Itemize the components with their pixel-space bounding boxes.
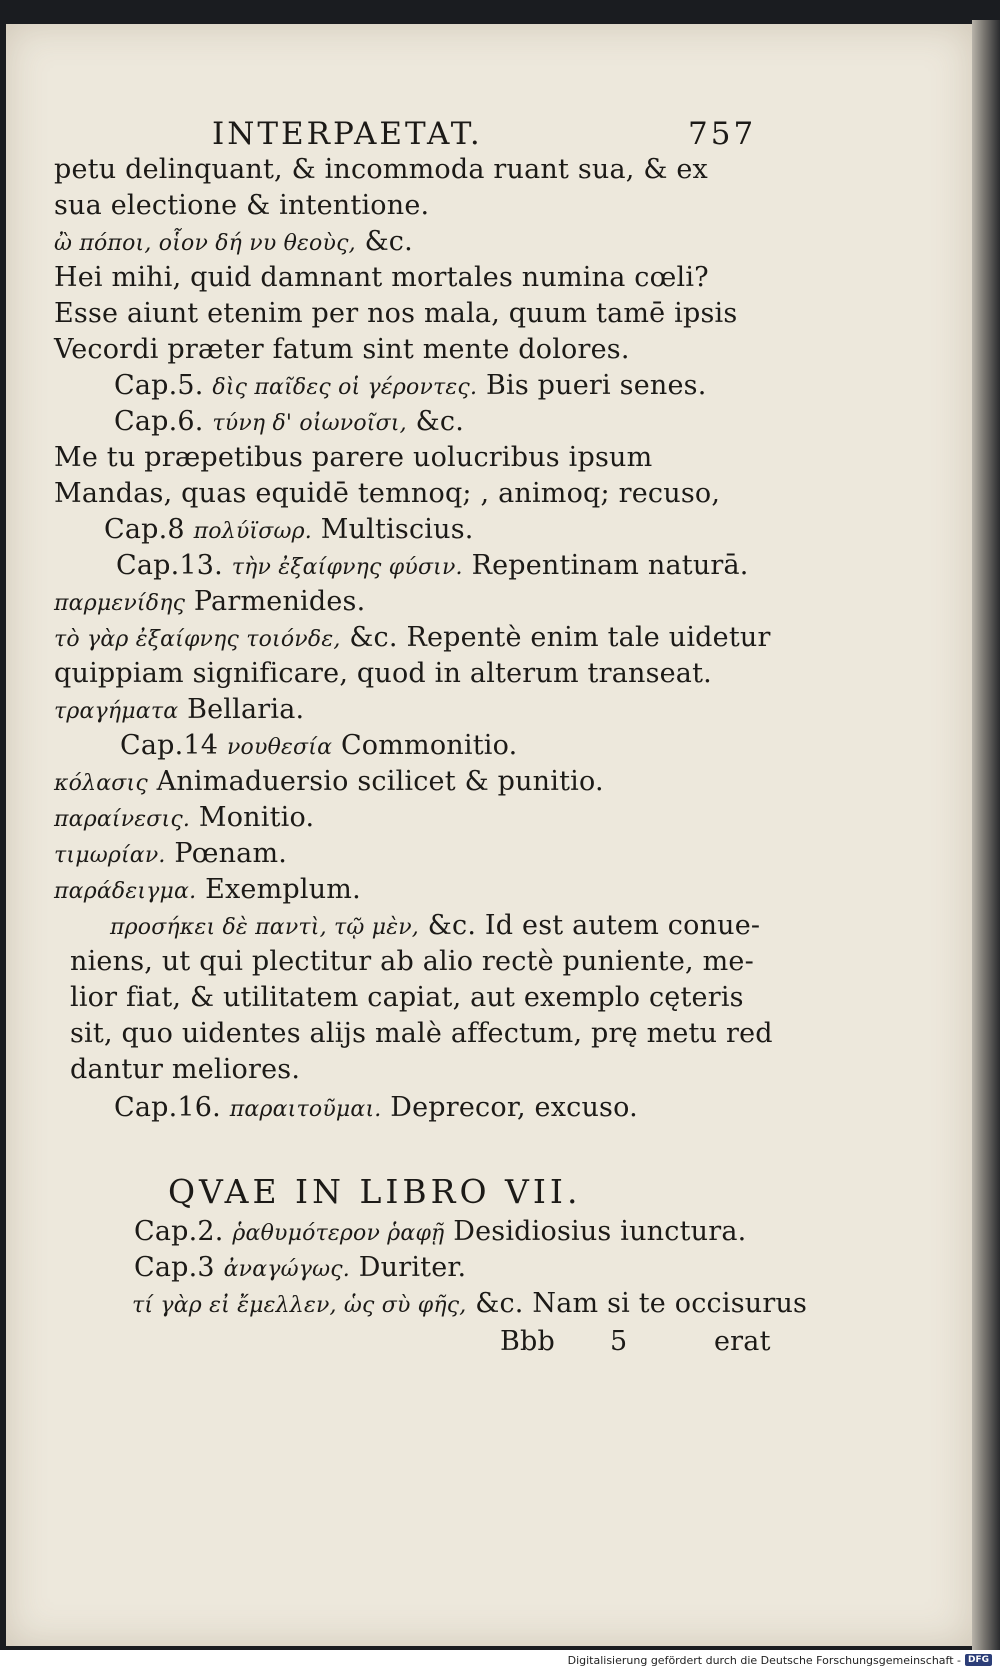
l2 bbox=[54, 190, 429, 221]
l17 bbox=[120, 730, 517, 761]
l20-text: Pœnam. bbox=[174, 838, 288, 869]
l27-text: Deprecor, excuso. bbox=[390, 1092, 638, 1123]
l21-greek: παράδειγμα. bbox=[54, 879, 197, 904]
catchword: erat bbox=[714, 1326, 771, 1357]
l13 bbox=[54, 586, 365, 617]
footer bbox=[568, 1652, 992, 1668]
l6 bbox=[54, 334, 630, 365]
l17-lead: Cap.14 bbox=[120, 730, 219, 761]
l14-greek: τὸ γὰρ ἐξαίφνης τοιόνδε, bbox=[54, 627, 341, 652]
signature-mark: Bbb bbox=[500, 1326, 556, 1357]
l26-text: dantur meliores. bbox=[70, 1054, 301, 1085]
l17-text: Commonitio. bbox=[340, 730, 518, 761]
l18 bbox=[54, 766, 604, 797]
l22-text: &c. Id est autem conue- bbox=[427, 910, 761, 941]
book-spine bbox=[972, 20, 1000, 1650]
l29-text: Desidiosius iunctura. bbox=[453, 1216, 747, 1247]
running-title: INTERPAETAT. bbox=[212, 116, 483, 152]
l16-text: Bellaria. bbox=[187, 694, 305, 725]
l13-text: Parmenides. bbox=[193, 586, 366, 617]
signature-number: 5 bbox=[610, 1326, 628, 1357]
l14-text: &c. Repentè enim tale uidetur bbox=[349, 622, 771, 653]
l8-text: &c. bbox=[415, 406, 465, 437]
l1-text: petu delinquant, & incommoda ruant sua, & ex bbox=[54, 154, 708, 185]
l21 bbox=[54, 874, 361, 905]
l29-lead: Cap.2. bbox=[134, 1216, 224, 1247]
l31-greek: τί γὰρ εἰ ἔμελλεν, ὡς σὺ φῆς, bbox=[132, 1293, 467, 1318]
l11 bbox=[104, 514, 474, 545]
l9 bbox=[54, 442, 652, 473]
footer-text: Digitalisierung gefördert durch die Deutsche Forschungsgemeinschaft - bbox=[567, 1653, 961, 1667]
l30-greek: ἀναγώγως. bbox=[223, 1257, 350, 1282]
l10-text: Mandas, quas equidē temnoq; , animoq; recuso, bbox=[54, 478, 721, 509]
l27 bbox=[114, 1092, 638, 1123]
l3 bbox=[54, 226, 413, 257]
l23 bbox=[70, 946, 754, 977]
l15-text: quippiam significare, quod in alterum transeat. bbox=[54, 658, 712, 689]
l19 bbox=[54, 802, 314, 833]
l25-text: sit, quo uidentes alijs malè affectum, prę metu red bbox=[70, 1018, 773, 1049]
l4 bbox=[54, 262, 709, 293]
dfg-logo-icon[interactable]: DFG bbox=[965, 1654, 992, 1666]
l6-text: Vecordi præter fatum sint mente dolores. bbox=[54, 334, 630, 365]
l5-text: Esse aiunt etenim per nos mala, quum tamē ipsis bbox=[54, 298, 738, 329]
l30-text: Duriter. bbox=[358, 1252, 467, 1283]
l22 bbox=[110, 910, 760, 941]
l29 bbox=[134, 1216, 746, 1247]
l21-text: Exemplum. bbox=[205, 874, 361, 905]
l19-greek: παραίνεσις. bbox=[54, 807, 191, 832]
page-number: 757 bbox=[688, 116, 757, 152]
l31-text: &c. Nam si te occisurus bbox=[475, 1288, 808, 1319]
l3-text: &c. bbox=[364, 226, 413, 257]
l1 bbox=[54, 154, 708, 185]
l20-greek: τιμωρίαν. bbox=[54, 843, 166, 868]
l10 bbox=[54, 478, 720, 509]
l18-greek: κόλασις bbox=[54, 771, 148, 796]
l7-lead: Cap.5. bbox=[114, 370, 204, 401]
l14 bbox=[54, 622, 771, 653]
l22-greek: προσήκει δὲ παντὶ, τῷ μὲν, bbox=[110, 915, 419, 940]
l24-text: lior fiat, & utilitatem capiat, aut exemplo cęteris bbox=[70, 982, 744, 1013]
l7-greek: δὶς παῖδες οἱ γέροντες. bbox=[212, 375, 478, 400]
l12-text: Repentinam naturā. bbox=[471, 550, 749, 581]
l11-greek: πολύϊσωρ. bbox=[193, 519, 312, 544]
l9-text: Me tu præpetibus parere uolucribus ipsum bbox=[54, 442, 653, 473]
l24 bbox=[70, 982, 744, 1013]
l7-text: Bis pueri senes. bbox=[485, 370, 707, 401]
l16 bbox=[54, 694, 304, 725]
l29-greek: ῥαθυμότερον ῥαφῇ bbox=[232, 1221, 445, 1246]
l18-text: Animaduersio scilicet & punitio. bbox=[156, 766, 604, 797]
l11-lead: Cap.8 bbox=[104, 514, 185, 545]
l8-greek: τύνη δ' οἰωνοῖσι, bbox=[212, 411, 407, 436]
l30 bbox=[134, 1252, 466, 1283]
l12-greek: τὴν ἐξαίφνης φύσιν. bbox=[231, 555, 463, 580]
l5 bbox=[54, 298, 737, 329]
l8 bbox=[114, 406, 464, 437]
l8-lead: Cap.6. bbox=[114, 406, 204, 437]
l15 bbox=[54, 658, 712, 689]
section-heading: QVAE IN LIBRO VII. bbox=[168, 1172, 582, 1211]
l23-text: niens, ut qui plectitur ab alio rectè puniente, me- bbox=[70, 946, 754, 977]
l27-greek: παραιτοῦμαι. bbox=[229, 1097, 382, 1122]
l12 bbox=[116, 550, 749, 581]
l25 bbox=[70, 1018, 773, 1049]
l31 bbox=[132, 1288, 807, 1319]
l19-text: Monitio. bbox=[198, 802, 315, 833]
l16-greek: τραγήματα bbox=[54, 699, 179, 724]
l30-lead: Cap.3 bbox=[134, 1252, 215, 1283]
book-page bbox=[6, 24, 972, 1646]
l4-text: Hei mihi, quid damnant mortales numina cœli? bbox=[54, 262, 709, 293]
l17-greek: νουθεσία bbox=[226, 735, 333, 760]
l3-greek: ὢ πόποι, οἷον δή νυ θεοὺς, bbox=[54, 231, 356, 256]
l13-greek: παρμενίδης bbox=[54, 591, 186, 616]
l2-text: sua electione & intentione. bbox=[54, 190, 430, 221]
l26 bbox=[70, 1054, 300, 1085]
l27-lead: Cap.16. bbox=[114, 1092, 221, 1123]
l20 bbox=[54, 838, 287, 869]
l11-text: Multiscius. bbox=[320, 514, 474, 545]
l12-lead: Cap.13. bbox=[116, 550, 223, 581]
l7 bbox=[114, 370, 707, 401]
